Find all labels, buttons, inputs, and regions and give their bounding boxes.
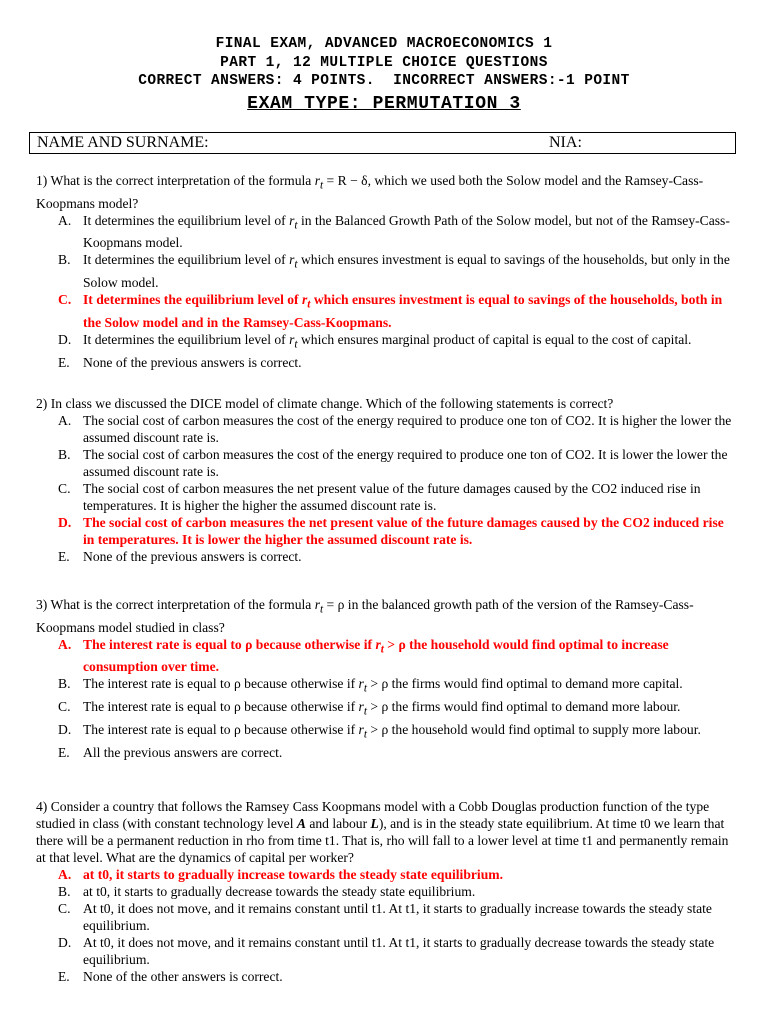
question-1: [36, 172, 736, 371]
math-var: r: [358, 721, 364, 737]
math-expr: = R − δ: [323, 173, 368, 188]
header-line-3: CORRECT ANSWERS: 4 POINTS. INCORRECT ANSWERS:-1 POINT: [138, 73, 630, 89]
option-text: None of the previous answers is correct.: [83, 549, 302, 564]
option-e[interactable]: [36, 968, 736, 985]
name-nia-box[interactable]: [29, 132, 736, 154]
exam-type-title: EXAM TYPE: PERMUTATION 3: [247, 93, 521, 114]
math-var: L: [370, 816, 379, 831]
header-line-1: FINAL EXAM, ADVANCED MACROECONOMICS 1: [215, 36, 553, 52]
math-var: r: [289, 252, 295, 268]
option-text: The interest rate is equal to ρ because otherwise if: [83, 699, 359, 715]
option-b[interactable]: [36, 883, 736, 900]
option-letter: E.: [58, 744, 70, 760]
stem-text: in the balanced growth path of the version of the Ramsey-Cass-Koopmans model studied in class?: [36, 597, 694, 635]
options-list: [36, 636, 736, 761]
option-text: > ρ the household would find optimal to increase consumption over time.: [83, 636, 669, 675]
math-var: r: [375, 636, 381, 652]
math-var: r: [314, 597, 320, 612]
option-text: The interest rate is equal to ρ because otherwise if: [83, 676, 359, 692]
math-var: r: [289, 331, 295, 347]
math-sub: t: [294, 219, 298, 232]
option-text: which ensures investment is equal to savings of the households, both in the Solow model and in the Ramsey-Cass-Koopmans.: [83, 292, 723, 330]
options-list: [36, 212, 736, 371]
question-3: [36, 596, 736, 761]
option-text: None of the previous answers is correct.: [83, 354, 302, 370]
math-sub: t: [294, 259, 298, 272]
option-text: All the previous answers are correct.: [83, 744, 283, 760]
math-sub: t: [294, 338, 298, 351]
stem-text: What is the correct interpretation of the formula: [50, 597, 315, 612]
question-stem: [36, 172, 736, 212]
option-b[interactable]: [36, 446, 736, 480]
option-text: It determines the equilibrium level of: [83, 252, 290, 268]
option-letter: B.: [58, 447, 71, 462]
option-a-correct[interactable]: [36, 636, 736, 676]
header-line-2: PART 1, 12 MULTIPLE CHOICE QUESTIONS: [220, 54, 548, 71]
question-stem: [36, 395, 736, 412]
option-d-correct[interactable]: [36, 514, 736, 548]
option-c[interactable]: [36, 900, 736, 934]
math-var: r: [358, 676, 364, 692]
math-var: r: [314, 173, 320, 188]
option-letter: E.: [58, 354, 70, 370]
option-letter: E.: [58, 549, 70, 564]
option-letter: E.: [58, 969, 70, 984]
option-text: It determines the equilibrium level of: [83, 212, 290, 228]
option-text: The interest rate is equal to ρ because otherwise if: [83, 721, 359, 737]
question-4: [36, 798, 736, 985]
stem-text: What is the correct interpretation of the formula: [50, 173, 315, 188]
math-sub: t: [363, 728, 367, 741]
option-e[interactable]: [36, 354, 736, 371]
option-text: which ensures investment is equal to savings of the households, but only in the Solow model.: [83, 252, 730, 291]
option-text: > ρ the firms would find optimal to demand more capital.: [367, 676, 683, 692]
option-c[interactable]: [36, 698, 736, 721]
math-sub: t: [320, 179, 324, 192]
option-e[interactable]: [36, 744, 736, 761]
math-sub: t: [320, 603, 324, 616]
name-surname-label: NAME AND SURNAME:: [37, 134, 209, 151]
question-number: 4): [36, 799, 48, 814]
option-text: The social cost of carbon measures the net present value of the future damages caused by the CO2 induced rise in temperatures. It is higher the higher the assumed discount rate is.: [83, 481, 701, 513]
option-text: > ρ the household would find optimal to supply more labour.: [367, 721, 701, 737]
option-letter: C.: [58, 901, 71, 916]
option-letter: A.: [58, 413, 72, 428]
question-number: 1): [36, 173, 48, 188]
math-sub: t: [307, 298, 311, 311]
option-letter: A.: [58, 212, 72, 228]
option-text: at t0, it starts to gradually decrease towards the steady state equilibrium.: [83, 884, 476, 899]
exam-header: [0, 35, 768, 115]
stem-text: Consider a country that follows the Ramsey Cass Koopmans model with a Cobb Douglas production function of the type studied in class (with constant technology level: [36, 799, 710, 831]
option-text: The social cost of carbon measures the cost of the energy required to produce one ton of CO2. It is lower the lower the assumed discount rate is.: [83, 447, 728, 479]
option-letter: B.: [58, 252, 71, 268]
option-c-correct[interactable]: [36, 291, 736, 331]
option-letter: A.: [58, 636, 72, 652]
option-letter: D.: [58, 515, 72, 530]
option-text: in the Balanced Growth Path of the Solow model, but not of the Ramsey-Cass-Koopmans model.: [83, 212, 730, 251]
math-var: r: [289, 212, 295, 228]
option-d[interactable]: [36, 934, 736, 968]
option-text: The interest rate is equal to ρ because otherwise if: [83, 636, 376, 652]
nia-label: NIA:: [549, 134, 582, 151]
option-letter: B.: [58, 676, 71, 692]
option-letter: C.: [58, 699, 71, 715]
math-expr: = ρ: [323, 597, 345, 612]
question-stem: [36, 596, 736, 636]
option-e[interactable]: [36, 548, 736, 565]
option-text: At t0, it does not move, and it remains constant until t1. At t1, it starts to gradually increase towards the steady state equilibrium.: [83, 901, 712, 933]
options-list: [36, 866, 736, 985]
option-letter: A.: [58, 867, 72, 882]
option-text: The social cost of carbon measures the cost of the energy required to produce one ton of CO2. It is higher the lower the assumed discount rate is.: [83, 413, 732, 445]
option-letter: B.: [58, 884, 71, 899]
option-letter: D.: [58, 331, 72, 347]
option-a[interactable]: [36, 212, 736, 252]
stem-text: ), and is in the steady state equilibrium. At time t0 we learn that there will be a permanent reduction in rho from time t1. That is, rho will fall to a lower level at time t1 and permanently remain at that level. What are the dynamics of capital per worker?: [36, 816, 729, 865]
math-sub: t: [363, 683, 367, 696]
option-text: At t0, it does not move, and it remains constant until t1. At t1, it starts to gradually decrease towards the steady state equilibrium.: [83, 935, 715, 967]
option-b[interactable]: [36, 251, 736, 291]
option-letter: D.: [58, 721, 72, 737]
math-sub: t: [380, 643, 384, 656]
question-number: 3): [36, 597, 48, 612]
option-text: at t0, it starts to gradually increase towards the steady state equilibrium.: [83, 867, 503, 882]
stem-text: , which we used both the Solow model and the Ramsey-Cass-Koopmans model?: [36, 173, 704, 211]
option-text: It determines the equilibrium level of: [83, 331, 290, 347]
question-stem: [36, 798, 736, 866]
math-var: r: [301, 292, 308, 308]
option-a-correct[interactable]: [36, 866, 736, 883]
question-2: [36, 395, 736, 565]
option-c[interactable]: [36, 480, 736, 514]
options-list: [36, 412, 736, 565]
option-letter: D.: [58, 935, 72, 950]
stem-text: and labour: [305, 816, 371, 831]
math-var: A: [296, 816, 306, 831]
option-letter: C.: [58, 292, 72, 308]
stem-text: In class we discussed the DICE model of climate change. Which of the following statements is correct?: [50, 396, 614, 411]
question-number: 2): [36, 396, 48, 411]
math-var: r: [358, 699, 364, 715]
option-letter: C.: [58, 481, 71, 496]
option-text: which ensures marginal product of capital is equal to the cost of capital.: [297, 331, 692, 347]
option-d[interactable]: [36, 331, 736, 354]
option-a[interactable]: [36, 412, 736, 446]
option-text: None of the other answers is correct.: [83, 969, 283, 984]
option-text: The social cost of carbon measures the net present value of the future damages caused by the CO2 induced rise in temperatures. It is lower the higher the assumed discount rate is.: [83, 515, 724, 547]
option-d[interactable]: [36, 721, 736, 744]
option-text: > ρ the firms would find optimal to demand more labour.: [367, 699, 681, 715]
option-b[interactable]: [36, 675, 736, 698]
option-text: It determines the equilibrium level of: [83, 292, 302, 308]
math-sub: t: [363, 705, 367, 718]
